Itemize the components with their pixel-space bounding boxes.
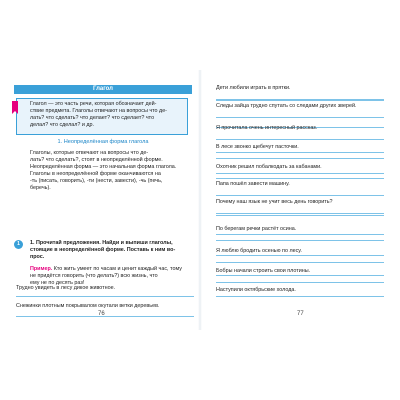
bookmark-icon xyxy=(12,101,18,111)
bookmark-tail-icon xyxy=(12,111,18,114)
answer-line[interactable] xyxy=(16,316,194,317)
example-line-first xyxy=(30,266,190,273)
answer-line[interactable] xyxy=(216,158,384,159)
writing-line xyxy=(216,103,384,118)
writing-line xyxy=(216,268,384,283)
writing-line xyxy=(216,85,384,100)
writing-line xyxy=(216,248,384,263)
answer-line[interactable] xyxy=(216,215,384,216)
answer-line[interactable] xyxy=(216,282,384,283)
answer-line[interactable] xyxy=(216,213,384,214)
subheading: 1. Неопределённая форма глагола xyxy=(57,139,149,145)
task-line: прос. xyxy=(30,254,45,260)
sentence-text: Бобры начали строить свои плотины. xyxy=(216,268,311,274)
sentence-text: Папа пошёл завести машину. xyxy=(216,181,290,187)
writing-line xyxy=(216,100,384,101)
sentence-text: Наступили октябрьские холода. xyxy=(216,287,296,293)
example-line: Кто жить умеет по часам и ценит каждый час, тому xyxy=(52,266,182,272)
body-line: Неопределённая форма — это начальная форма глагола. xyxy=(30,164,177,170)
answer-line[interactable] xyxy=(16,296,194,297)
answer-line[interactable] xyxy=(216,240,384,241)
example-line: не придётся говорить (что делать?) всю жизнь, что xyxy=(30,273,158,279)
rule-text xyxy=(30,101,185,129)
answer-line[interactable] xyxy=(216,262,384,263)
task-line: 1. Прочитай предложения. Найди и выпиши глаголы, xyxy=(30,240,173,246)
writing-line xyxy=(216,296,384,297)
writing-line xyxy=(216,125,384,140)
sentence-text: Следы зайца трудно спутать со следами других зверей. xyxy=(216,103,357,109)
page-number: 76 xyxy=(98,311,105,317)
writing-line xyxy=(216,164,384,179)
sentence-text: Снежинки плотным покрывалом окутали ветки деревьев. xyxy=(16,303,160,309)
body-text xyxy=(30,150,190,192)
rule-line: Глагол — это часть речи, которая обозначает дей- xyxy=(30,101,157,107)
writing-line xyxy=(216,181,384,196)
example xyxy=(30,266,190,287)
sentence-text: Трудно увидеть в лесу дикое животное. xyxy=(16,285,116,291)
writing-line xyxy=(16,303,194,317)
sentence-text: Я прочитала очень интересный рассказ. xyxy=(216,125,318,131)
sentence-text: Я люблю бродить осенью по лесу. xyxy=(216,248,302,254)
task-instruction xyxy=(30,240,190,261)
writing-line xyxy=(216,226,384,241)
body-line: -ть (писать, говорить), -ти (нести, завести), -чь (печь, xyxy=(30,178,163,184)
writing-line xyxy=(216,215,384,216)
writing-line xyxy=(216,287,384,294)
writing-line xyxy=(216,144,384,159)
example-label: Пример. xyxy=(30,266,53,272)
example-line: ему не по десять раз! xyxy=(30,280,85,286)
answer-line[interactable] xyxy=(216,100,384,101)
answer-line[interactable] xyxy=(216,195,384,196)
sentence-text: По берегам речки растёт осина. xyxy=(216,226,297,232)
body-line: лать? что сделать?, стоят в неопределённой форме. xyxy=(30,157,163,163)
answer-line[interactable] xyxy=(216,178,384,179)
answer-line[interactable] xyxy=(216,117,384,118)
section-title: Глагол xyxy=(14,85,192,94)
rule-line: ствие предмета. Глаголы отвечают на вопросы что де- xyxy=(30,108,167,114)
answer-line[interactable] xyxy=(216,139,384,140)
rule-line: делал? что сделал? и др. xyxy=(30,122,95,128)
sentence-text: Почему наш язык не учит весь день говорить? xyxy=(216,199,333,205)
page-number: 77 xyxy=(297,311,304,317)
body-line: беречь). xyxy=(30,185,51,191)
answer-line[interactable] xyxy=(216,296,384,297)
exercise-badge-icon: 1 xyxy=(14,240,23,249)
sentence-text: Дети любили играть в прятки. xyxy=(216,85,291,91)
body-line: Глаголы в неопределённой форме оканчиваются на xyxy=(30,171,161,177)
rule-line: лать? что сделать? что делает? что сделает? что xyxy=(30,115,155,121)
sentence-text: В лесе звонко щебечут пасточки. xyxy=(216,144,299,150)
writing-line xyxy=(16,285,194,297)
writing-line xyxy=(216,199,384,214)
body-line: Глаголы, которые отвечают на вопросы что де- xyxy=(30,150,149,156)
task-line: стоящие в неопределённой форме. Поставь к ним во- xyxy=(30,247,176,253)
sentence-text: Охотник решил побалкодать за кабанами. xyxy=(216,164,322,170)
